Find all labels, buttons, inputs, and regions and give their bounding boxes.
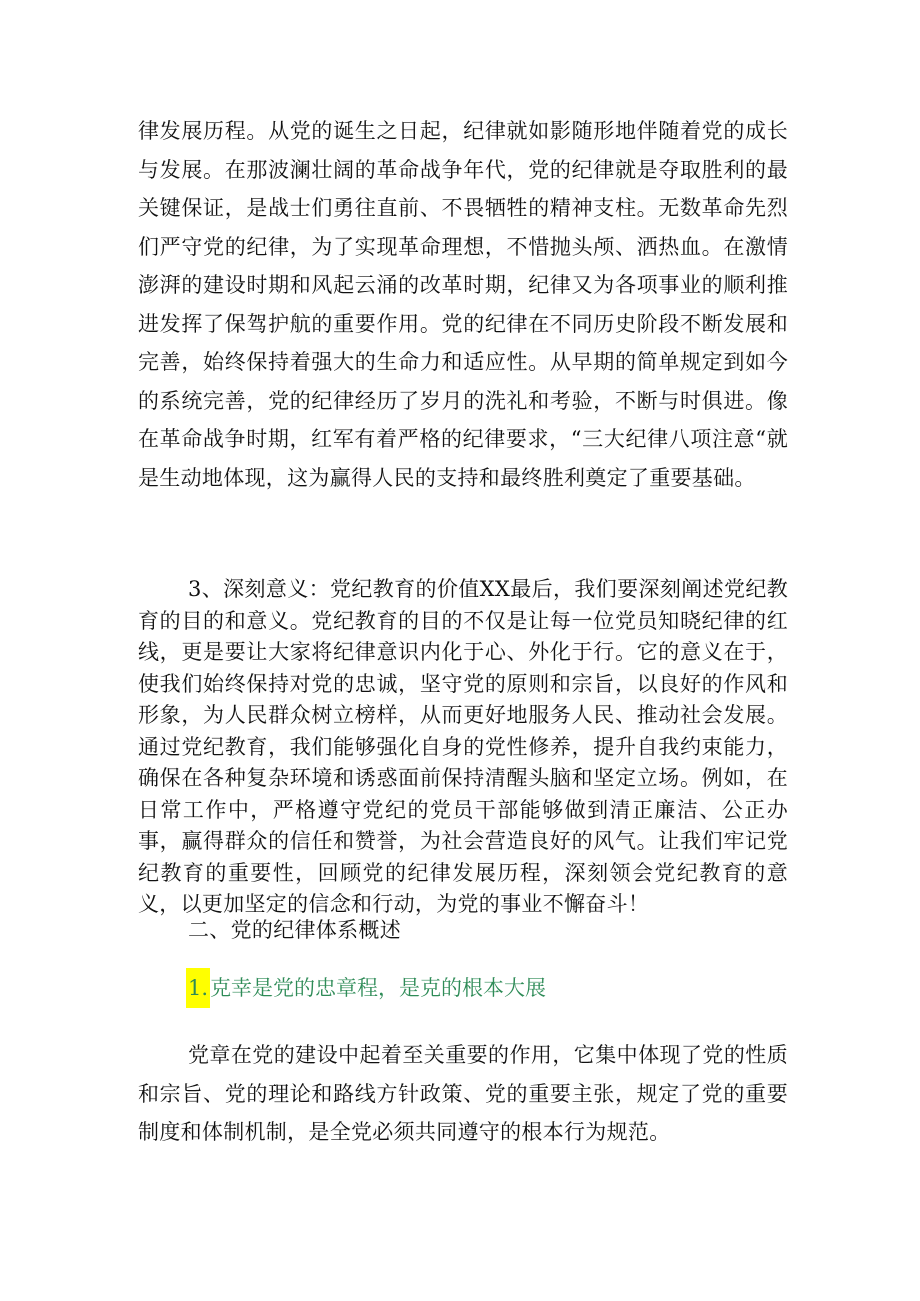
highlighted-number: 1. xyxy=(186,968,210,1008)
paragraph-discipline-history xyxy=(138,112,788,497)
paragraph-text: 3、深刻意义：党纪教育的价值XX最后，我们要深刻阐述党纪教育的目的和意义。党纪教育的目的不仅是让每一位党员知晓纪律的红线，更是要让大家将纪律意识内化于心、外化于行。它的意义在于，使我们始终保持对党的忠诚，坚守党的原则和宗旨，以良好的作风和形象，为人民群众树立榜样，从而更好地服务人民、推动社会发展。通过党纪教育，我们能够强化自身的党性修养，提升自我约束能力，确保在各种复杂环境和诱惑面前保持清醒头脑和坚定立场。例如，在日常工作中，严格遵守党纪的党员干部能够做到清正廉洁、公正办事，赢得群众的信任和赞誉，为社会营造良好的风气。让我们牢记党纪教育的重要性，回顾党的纪律发展历程，深刻领会党纪教育的意义，以更加坚定的信念和行动，为党的事业不懈奋斗！ xyxy=(138,577,788,916)
paragraph-party-constitution xyxy=(138,1036,788,1152)
section-heading xyxy=(138,914,788,946)
section-heading-text: 二、党的纪律体系概述 xyxy=(188,918,401,942)
subsection-heading-text: 克幸是党的忠章程，是克的根本大展 xyxy=(210,976,547,1000)
subsection-heading xyxy=(186,968,786,1008)
paragraph-significance xyxy=(138,574,788,921)
paragraph-text: 律发展历程。从党的诞生之日起，纪律就如影随形地伴随着党的成长与发展。在那波澜壮阔的革命战争年代，党的纪律就是夺取胜利的最关键保证，是战士们勇往直前、不畏牺牲的精神支柱。无数革命先烈们严守党的纪律，为了实现革命理想，不惜抛头颅、洒热血。在激情澎湃的建设时期和风起云涌的改革时期，纪律又为各项事业的顺利推进发挥了保驾护航的重要作用。党的纪律在不同历史阶段不断发展和完善，始终保持着强大的生命力和适应性。从早期的简单规定到如今的系统完善，党的纪律经历了岁月的洗礼和考验，不断与时俱进。像在革命战争时期，红军有着严格的纪律要求，“三大纪律八项注意“就是生动地体现，这为赢得人民的支持和最终胜利奠定了重要基础。 xyxy=(138,119,788,490)
paragraph-text: 党章在党的建设中起着至关重要的作用，它集中体现了党的性质和宗旨、党的理论和路线方针政策、党的重要主张，规定了党的重要制度和体制机制，是全党必须共同遵守的根本行为规范。 xyxy=(138,1043,788,1144)
